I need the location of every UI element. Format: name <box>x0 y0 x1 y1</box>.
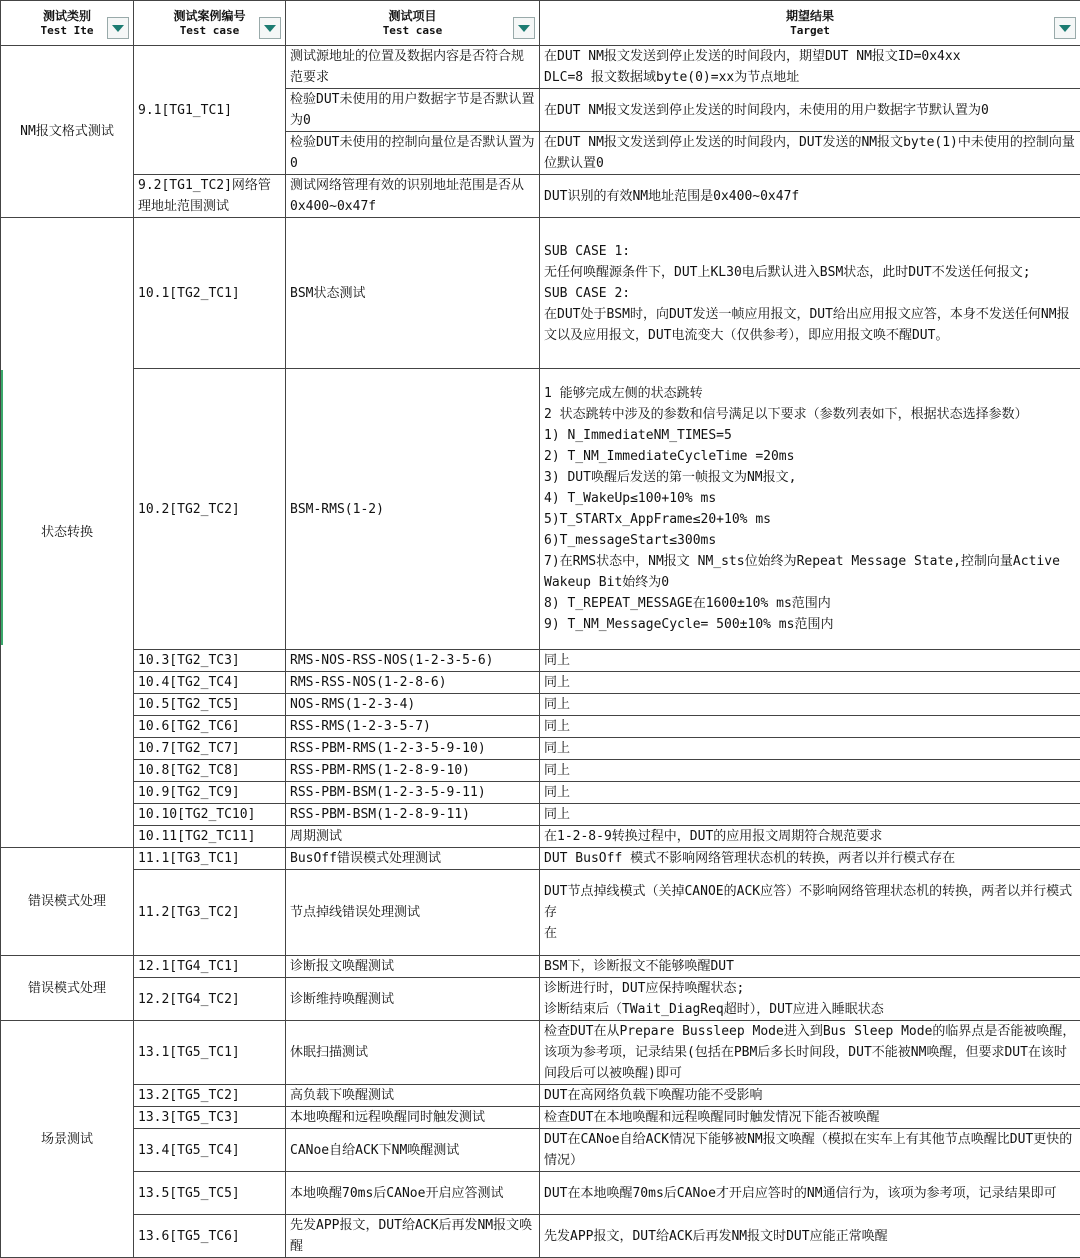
case-id-cell[interactable]: 13.4[TG5_TC4] <box>134 1129 286 1172</box>
target-cell[interactable]: BSM下，诊断报文不能够唤醒DUT <box>540 956 1080 978</box>
header-test-item-en: Test Ite <box>5 24 129 38</box>
case-id-cell[interactable]: 11.1[TG3_TC1] <box>134 848 286 870</box>
target-cell[interactable]: DUT在高网络负载下唤醒功能不受影响 <box>540 1085 1080 1107</box>
target-cell[interactable]: 1 能够完成左侧的状态跳转 2 状态跳转中涉及的参数和信号满足以下要求（参数列表如下，根据状态选择参数） 1) N_ImmediateNM_TIMES=5 2) T_NM_ImmediateCycleTime =20ms 3) DUT唤醒后发送的第一帧报文为NM报文, 4) T_WakeUp≤100+10% ms 5)T_STARTx_AppFrame≤20+10% ms 6)T_messageStart≤300ms 7)在RMS状态中，NM报文 NM_sts位始终为Repeat Message State,控制向量Active Wakeup Bit始终为0 8) T_REPEAT_MESSAGE在1600±10% ms范围内 9) T_NM_MessageCycle= 500±10% ms范围内 <box>540 369 1080 650</box>
test-item-cell[interactable]: BSM状态测试 <box>286 218 540 369</box>
test-item-cell[interactable]: 节点掉线错误处理测试 <box>286 870 540 956</box>
table-row <box>1 760 1080 782</box>
table-row <box>1 694 1080 716</box>
table-row <box>1 218 1080 369</box>
case-id-cell[interactable]: 10.2[TG2_TC2] <box>134 369 286 650</box>
table-row <box>1 1215 1080 1258</box>
case-id-cell[interactable]: 11.2[TG3_TC2] <box>134 870 286 956</box>
test-item-cell[interactable]: NOS-RMS(1-2-3-4) <box>286 694 540 716</box>
table-row <box>1 826 1080 848</box>
test-item-cell[interactable]: BusOff错误模式处理测试 <box>286 848 540 870</box>
case-id-cell[interactable]: 10.1[TG2_TC1] <box>134 218 286 369</box>
table-row <box>1 782 1080 804</box>
header-test-case-id-zh: 测试案例编号 <box>138 9 281 24</box>
target-cell[interactable]: DUT BusOff 模式不影响网络管理状态机的转换，两者以并行模式存在 <box>540 848 1080 870</box>
table-row <box>1 870 1080 956</box>
test-item-cell[interactable]: RSS-RMS(1-2-3-5-7) <box>286 716 540 738</box>
header-test-item-zh: 测试类别 <box>5 9 129 24</box>
target-cell[interactable]: DUT节点掉线模式（关掉CANOE的ACK应答）不影响网络管理状态机的转换，两者以并行模式存 在 <box>540 870 1080 956</box>
target-cell[interactable]: 在DUT NM报文发送到停止发送的时间段内，期望DUT NM报文ID=0x4xx DLC=8 报文数据域byte(0)=xx为节点地址 <box>540 46 1080 89</box>
table-row <box>1 672 1080 694</box>
target-cell[interactable]: 检查DUT在从Prepare Bussleep Mode进入到Bus Sleep Mode的临界点是否能被唤醒，该项为参考项，记录结果(包括在PBM后多长时间段，DUT不能被NM唤醒，但要求DUT在该时间段后可以被唤醒)即可 <box>540 1021 1080 1085</box>
test-item-cell[interactable]: 周期测试 <box>286 826 540 848</box>
case-id-cell[interactable]: 13.5[TG5_TC5] <box>134 1172 286 1215</box>
test-item-cell[interactable]: 本地唤醒和远程唤醒同时触发测试 <box>286 1107 540 1129</box>
filter-dropdown-icon[interactable] <box>1054 17 1076 39</box>
target-cell[interactable]: 在DUT NM报文发送到停止发送的时间段内，未使用的用户数据字节默认置为0 <box>540 89 1080 132</box>
category-cell[interactable]: 错误模式处理 <box>1 956 134 1021</box>
target-cell[interactable]: DUT在CANoe自给ACK情况下能够被NM报文唤醒（模拟在实车上有其他节点唤醒比DUT更快的情况） <box>540 1129 1080 1172</box>
header-test-case-id <box>134 1 286 46</box>
category-cell[interactable]: 状态转换 <box>1 218 134 848</box>
case-id-cell[interactable]: 12.2[TG4_TC2] <box>134 978 286 1021</box>
test-item-cell[interactable]: CANoe自给ACK下NM唤醒测试 <box>286 1129 540 1172</box>
table-row <box>1 1129 1080 1172</box>
table-row <box>1 175 1080 218</box>
target-cell[interactable]: 检查DUT在本地唤醒和远程唤醒同时触发情况下能否被唤醒 <box>540 1107 1080 1129</box>
test-item-cell[interactable]: BSM-RMS(1-2) <box>286 369 540 650</box>
target-cell[interactable]: 先发APP报文，DUT给ACK后再发NM报文时DUT应能正常唤醒 <box>540 1215 1080 1258</box>
case-id-cell[interactable]: 13.6[TG5_TC6] <box>134 1215 286 1258</box>
target-cell[interactable]: 同上 <box>540 672 1080 694</box>
test-item-cell[interactable]: 诊断维持唤醒测试 <box>286 978 540 1021</box>
table-row <box>1 46 1080 89</box>
case-id-cell[interactable]: 10.3[TG2_TC3] <box>134 650 286 672</box>
header-test-case-zh: 测试项目 <box>290 9 535 24</box>
table-row <box>1 1172 1080 1215</box>
table-row <box>1 369 1080 650</box>
header-test-case-id-en: Test case <box>138 24 281 38</box>
test-item-cell[interactable]: 诊断报文唤醒测试 <box>286 956 540 978</box>
header-row <box>1 1 1080 46</box>
target-cell[interactable]: 同上 <box>540 716 1080 738</box>
target-cell[interactable]: 同上 <box>540 694 1080 716</box>
test-item-cell[interactable]: 本地唤醒70ms后CANoe开启应答测试 <box>286 1172 540 1215</box>
case-id-cell[interactable]: 9.1[TG1_TC1] <box>134 46 286 175</box>
header-test-case-en: Test case <box>290 24 535 38</box>
table-row <box>1 978 1080 1021</box>
case-id-cell[interactable]: 10.8[TG2_TC8] <box>134 760 286 782</box>
test-item-cell[interactable]: 检验DUT未使用的用户数据字节是否默认置为0 <box>286 89 540 132</box>
table-row <box>1 956 1080 978</box>
table-row <box>1 804 1080 826</box>
table-row <box>1 1107 1080 1129</box>
case-id-cell[interactable]: 9.2[TG1_TC2]网络管理地址范围测试 <box>134 175 286 218</box>
target-cell[interactable]: 同上 <box>540 782 1080 804</box>
category-cell[interactable]: 场景测试 <box>1 1021 134 1258</box>
case-id-cell[interactable]: 10.5[TG2_TC5] <box>134 694 286 716</box>
test-item-cell[interactable]: 测试源地址的位置及数据内容是否符合规范要求 <box>286 46 540 89</box>
test-item-cell[interactable]: RSS-PBM-BSM(1-2-8-9-11) <box>286 804 540 826</box>
target-cell[interactable]: 诊断进行时，DUT应保持唤醒状态; 诊断结束后（TWait_DiagReq超时），DUT应进入睡眠状态 <box>540 978 1080 1021</box>
table-row <box>1 716 1080 738</box>
header-target-zh: 期望结果 <box>544 9 1076 24</box>
test-item-cell[interactable]: 测试网络管理有效的识别地址范围是否从0x400~0x47f <box>286 175 540 218</box>
test-item-cell[interactable]: 休眠扫描测试 <box>286 1021 540 1085</box>
test-item-cell[interactable]: RSS-PBM-RMS(1-2-8-9-10) <box>286 760 540 782</box>
case-id-cell[interactable]: 10.7[TG2_TC7] <box>134 738 286 760</box>
table-row <box>1 1021 1080 1085</box>
filter-dropdown-icon[interactable] <box>107 17 129 39</box>
filter-dropdown-icon[interactable] <box>513 17 535 39</box>
filter-dropdown-icon[interactable] <box>259 17 281 39</box>
header-test-case <box>286 1 540 46</box>
test-item-cell[interactable]: RSS-PBM-BSM(1-2-3-5-9-11) <box>286 782 540 804</box>
target-cell[interactable]: SUB CASE 1: 无任何唤醒源条件下，DUT上KL30电后默认进入BSM状态，此时DUT不发送任何报文; SUB CASE 2: 在DUT处于BSM时，向DUT发送一帧应用报文，DUT给出应用报文应答，本身不发送任何NM报文以及应用报文，DUT电流变大（仅供参考），即应用报文唤不醒DUT。 <box>540 218 1080 369</box>
header-target-en: Target <box>544 24 1076 38</box>
case-id-cell[interactable]: 13.3[TG5_TC3] <box>134 1107 286 1129</box>
target-cell[interactable]: 同上 <box>540 650 1080 672</box>
case-id-cell[interactable]: 13.2[TG5_TC2] <box>134 1085 286 1107</box>
target-cell[interactable]: 同上 <box>540 738 1080 760</box>
case-id-cell[interactable]: 10.9[TG2_TC9] <box>134 782 286 804</box>
case-id-cell[interactable]: 10.11[TG2_TC11] <box>134 826 286 848</box>
case-id-cell[interactable]: 10.4[TG2_TC4] <box>134 672 286 694</box>
target-cell[interactable]: 在DUT NM报文发送到停止发送的时间段内，DUT发送的NM报文byte(1)中未使用的控制向量位默认置0 <box>540 132 1080 175</box>
category-cell[interactable]: NM报文格式测试 <box>1 46 134 218</box>
test-item-cell[interactable]: RMS-NOS-RSS-NOS(1-2-3-5-6) <box>286 650 540 672</box>
table-row <box>1 738 1080 760</box>
case-id-cell[interactable]: 13.1[TG5_TC1] <box>134 1021 286 1085</box>
test-item-cell[interactable]: 先发APP报文，DUT给ACK后再发NM报文唤醒 <box>286 1215 540 1258</box>
table-row <box>1 848 1080 870</box>
test-item-cell[interactable]: RSS-PBM-RMS(1-2-3-5-9-10) <box>286 738 540 760</box>
case-id-cell[interactable]: 10.6[TG2_TC6] <box>134 716 286 738</box>
target-cell[interactable]: DUT识别的有效NM地址范围是0x400~0x47f <box>540 175 1080 218</box>
table-row <box>1 1085 1080 1107</box>
test-item-cell[interactable]: 检验DUT未使用的控制向量位是否默认置为0 <box>286 132 540 175</box>
target-cell[interactable]: DUT在本地唤醒70ms后CANoe才开启应答时的NM通信行为，该项为参考项，记录结果即可 <box>540 1172 1080 1215</box>
target-cell[interactable]: 同上 <box>540 804 1080 826</box>
test-item-cell[interactable]: RMS-RSS-NOS(1-2-8-6) <box>286 672 540 694</box>
table-row <box>1 650 1080 672</box>
case-id-cell[interactable]: 12.1[TG4_TC1] <box>134 956 286 978</box>
category-cell[interactable]: 错误模式处理 <box>1 848 134 956</box>
target-cell[interactable]: 同上 <box>540 760 1080 782</box>
header-test-item <box>1 1 134 46</box>
test-item-cell[interactable]: 高负载下唤醒测试 <box>286 1085 540 1107</box>
case-id-cell[interactable]: 10.10[TG2_TC10] <box>134 804 286 826</box>
target-cell[interactable]: 在1-2-8-9转换过程中，DUT的应用报文周期符合规范要求 <box>540 826 1080 848</box>
header-target <box>540 1 1080 46</box>
